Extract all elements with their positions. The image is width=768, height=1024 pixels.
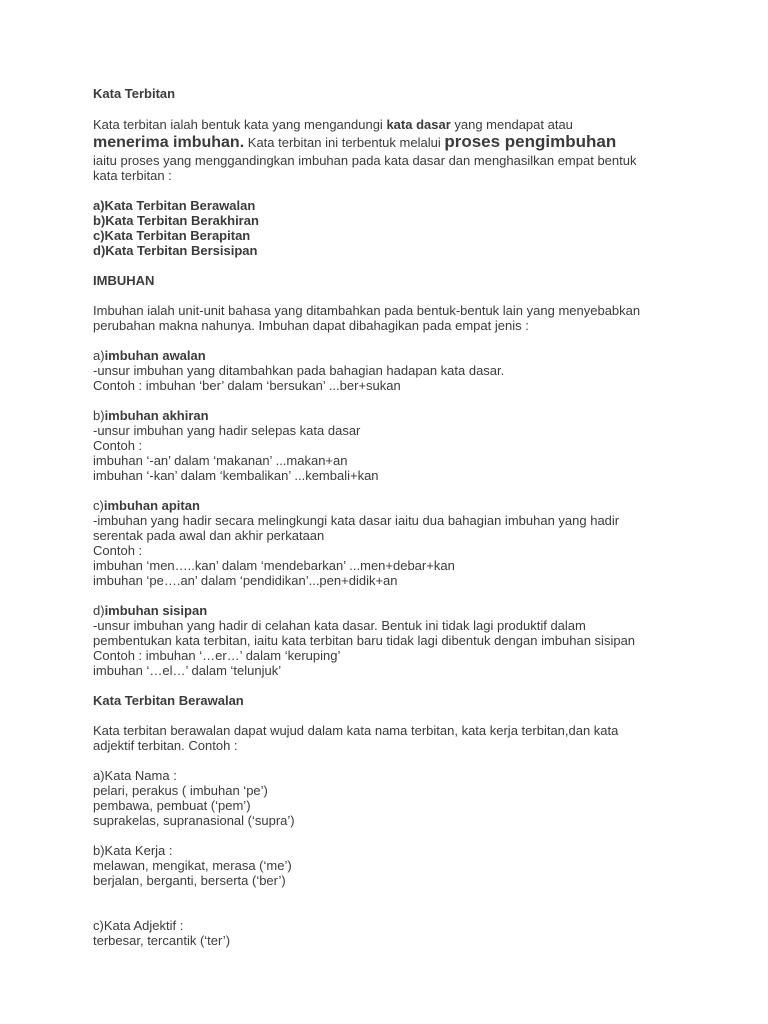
document-page — [93, 86, 683, 948]
imbuhan-desc-line: Imbuhan ialah unit-unit bahasa yang ditambahkan pada bentuk-bentuk lain yang menyebabkan — [93, 303, 641, 318]
kata-nama-label: a)Kata Nama : — [93, 768, 177, 783]
akhiran-line: imbuhan ‘-kan’ dalam ‘kembalikan’ ...kembali+kan — [93, 468, 379, 483]
sisipan-prefix: d) — [93, 603, 105, 618]
sisipan-line: pembentukan kata terbitan, iaitu kata terbitan baru tidak lagi dibentuk dengan imbuhan sisipan — [93, 633, 636, 648]
awalan-line: Contoh : imbuhan ‘ber’ dalam ‘bersukan’ ...ber+sukan — [93, 378, 401, 393]
akhiran-line: -unsur imbuhan yang hadir selepas kata dasar — [93, 423, 361, 438]
kata-nama-line: pembawa, pembuat (‘pem’) — [93, 798, 251, 813]
sisipan-line: -unsur imbuhan yang hadir di celahan kata dasar. Bentuk ini tidak lagi produktif dalam — [93, 618, 586, 633]
kata-adjektif-label: c)Kata Adjektif : — [93, 918, 184, 933]
imbuhan-heading: IMBUHAN — [93, 273, 155, 288]
apitan-line: Contoh : — [93, 543, 143, 558]
awalan-label: imbuhan awalan — [104, 348, 206, 363]
intro-keyword-kata-dasar: kata dasar — [386, 117, 451, 132]
intro-text: yang mendapat atau — [450, 117, 573, 132]
type-item: a)Kata Terbitan Berawalan — [93, 198, 256, 213]
sisipan-label: imbuhan sisipan — [104, 603, 208, 618]
apitan-line: imbuhan ‘pe….an’ dalam ‘pendidikan’...pen+didik+an — [93, 573, 398, 588]
sisipan-heading — [93, 603, 683, 618]
page-title: Kata Terbitan — [93, 86, 176, 101]
kata-kerja-line: melawan, mengikat, merasa (‘me’) — [93, 858, 292, 873]
intro-line-1 — [93, 117, 683, 132]
apitan-line: serentak pada awal dan akhir perkataan — [93, 528, 325, 543]
imbuhan-desc-line: perubahan makna nahunya. Imbuhan dapat dibahagikan pada empat jenis : — [93, 318, 529, 333]
berawalan-heading: Kata Terbitan Berawalan — [93, 693, 244, 708]
awalan-line: -unsur imbuhan yang ditambahkan pada bahagian hadapan kata dasar. — [93, 363, 505, 378]
akhiran-line: imbuhan ‘-an’ dalam ‘makanan’ ...makan+an — [93, 453, 348, 468]
akhiran-prefix: b) — [93, 408, 105, 423]
type-item: b)Kata Terbitan Berakhiran — [93, 213, 259, 228]
kata-kerja-label: b)Kata Kerja : — [93, 843, 173, 858]
kata-nama-line: suprakelas, supranasional (‘supra’) — [93, 813, 295, 828]
intro-keyword-proses: proses pengimbuhan — [444, 132, 617, 151]
intro-text: Kata terbitan ini terbentuk melalui — [244, 135, 445, 150]
type-item: d)Kata Terbitan Bersisipan — [93, 243, 258, 258]
intro-text: Kata terbitan ialah bentuk kata yang mengandungi — [93, 117, 387, 132]
awalan-prefix: a) — [93, 348, 105, 363]
intro-line-3: iaitu proses yang menggandingkan imbuhan pada kata dasar dan menghasilkan empat bentuk — [93, 153, 637, 168]
akhiran-line: Contoh : — [93, 438, 143, 453]
type-item: c)Kata Terbitan Berapitan — [93, 228, 251, 243]
apitan-line: imbuhan ‘men…..kan’ dalam ‘mendebarkan’ ...men+debar+kan — [93, 558, 455, 573]
berawalan-desc-line: Kata terbitan berawalan dapat wujud dalam kata nama terbitan, kata kerja terbitan,dan kata — [93, 723, 619, 738]
apitan-prefix: c) — [93, 498, 104, 513]
awalan-heading — [93, 348, 683, 363]
akhiran-heading — [93, 408, 683, 423]
sisipan-line: imbuhan ‘…el…’ dalam ‘telunjuk’ — [93, 663, 282, 678]
kata-nama-line: pelari, perakus ( imbuhan ‘pe’) — [93, 783, 268, 798]
intro-line-4: kata terbitan : — [93, 168, 172, 183]
apitan-label: imbuhan apitan — [103, 498, 200, 513]
berawalan-desc-line: adjektif terbitan. Contoh : — [93, 738, 238, 753]
sisipan-line: Contoh : imbuhan ‘…er…’ dalam ‘keruping’ — [93, 648, 341, 663]
apitan-heading — [93, 498, 683, 513]
intro-keyword-menerima: menerima imbuhan. — [93, 134, 245, 151]
intro-line-2 — [93, 132, 683, 153]
kata-kerja-line: berjalan, berganti, berserta (‘ber’) — [93, 873, 286, 888]
apitan-line: -imbuhan yang hadir secara melingkungi kata dasar iaitu dua bahagian imbuhan yang hadir — [93, 513, 620, 528]
kata-adjektif-line: terbesar, tercantik (‘ter’) — [93, 933, 231, 948]
akhiran-label: imbuhan akhiran — [104, 408, 209, 423]
